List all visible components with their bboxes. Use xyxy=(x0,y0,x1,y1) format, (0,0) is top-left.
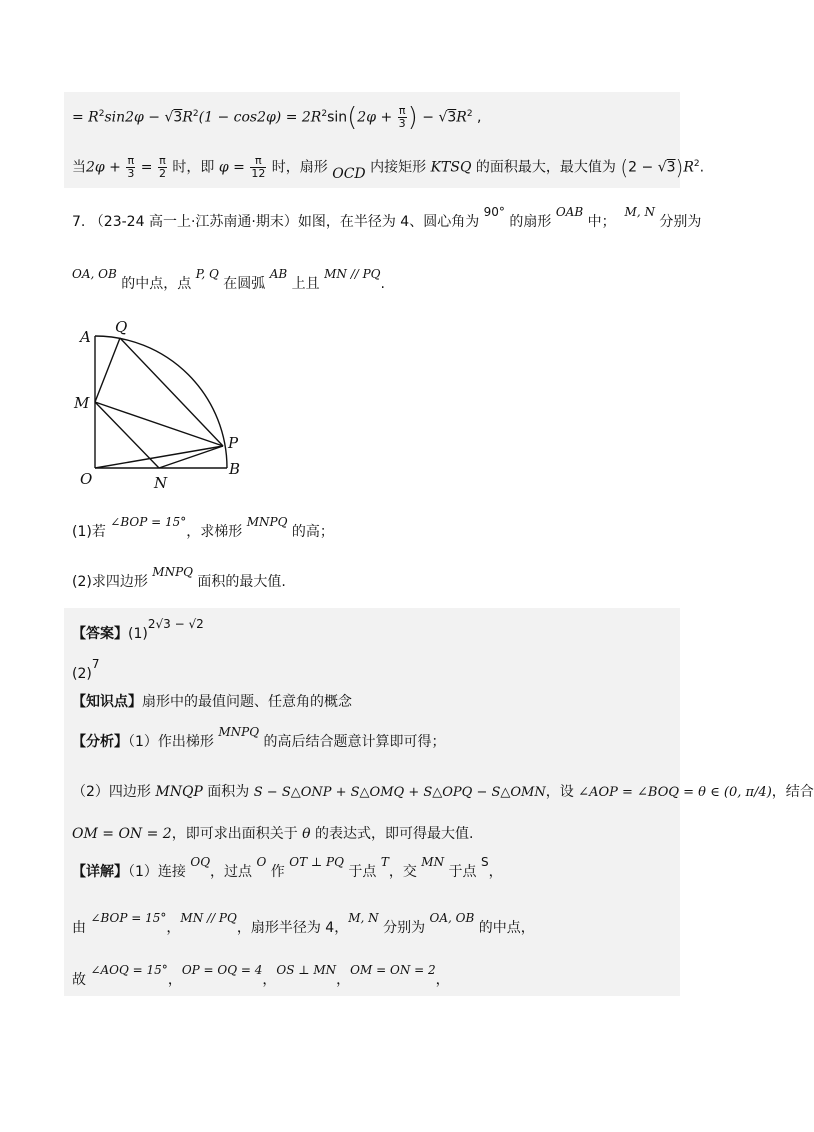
label-o: O xyxy=(80,470,93,488)
formula-line-2: 当2φ + $\frac{\pi}{3}$ = $\frac{\pi}{2}$ 时，即 φ = $\frac{\pi}{12}$ 时，扇形 OCD 内接矩形 KTSQ 的面积最大，最大值为 $(2 - √3)R^2$. xyxy=(72,154,705,182)
label-q: Q xyxy=(115,318,128,336)
answer-line-2: (2)7 xyxy=(72,657,100,682)
question-1: (1)若 ∠BOP = 15°，求梯形 MNPQ 的高； xyxy=(72,515,334,540)
problem-intro-line-1: 7. （23-24 高一上·江苏南通·期末）如图，在半径为 4、圆心角为 90° 的扇形 OAB 中； M, N 分别为 xyxy=(72,205,702,230)
problem-intro-line-2: OA, OB 的中点，点 P, Q 在圆弧 AB 上且 MN // PQ. xyxy=(72,267,385,292)
detail-line-3: 故 ∠AOQ = 15°，OP = OQ = 4，OS ⊥ MN，OM = ON = 2， xyxy=(72,963,450,988)
segment-qp xyxy=(120,338,223,446)
label-b: B xyxy=(229,460,241,478)
segment-mn xyxy=(95,402,159,468)
segment-mq xyxy=(95,338,120,402)
segment-mp xyxy=(95,402,223,446)
question-2: (2)求四边形 MNPQ 面积的最大值. xyxy=(72,565,286,590)
formula-line-1: = $R^2\sin 2\varphi - √3R^2(1 - \cos 2\varphi) = 2R^2\sin(2\varphi$ + $\frac{\pi}{3}$ ) − $√3R^2$ , xyxy=(72,102,482,133)
segment-np xyxy=(159,446,223,468)
arc-ab xyxy=(95,336,227,468)
label-p: P xyxy=(228,434,239,452)
analysis-line-2: （2）四边形 MNQP 面积为 S − S△ONP + S△OMQ + S△OPQ − S△OMN，设 ∠AOP = ∠BOQ = θ ∈ (0, π/4)，结合 xyxy=(72,784,814,800)
label-m: M xyxy=(74,394,90,412)
detail-line-2: 由 ∠BOP = 15°，MN // PQ，扇形半径为 4，M, N 分别为 OA, OB 的中点， xyxy=(72,911,535,936)
fraction-pi-3: $\frac{\pi}{3}$ xyxy=(398,104,406,131)
detail-line-1: 【详解】（1）连接 OQ，过点 O 作 OT ⊥ PQ 于点 T，交 MN 于点 S， xyxy=(72,855,503,880)
analysis-line-3: OM = ON = 2，即可求出面积关于 θ 的表达式，即可得最大值. xyxy=(72,826,474,842)
segment-op xyxy=(95,446,223,468)
label-a: A xyxy=(80,328,91,346)
label-n: N xyxy=(154,474,168,492)
analysis-line-1: 【分析】（1）作出梯形 MNPQ 的高后结合题意计算即可得； xyxy=(72,725,446,750)
knowledge-point: 【知识点】扇形中的最值问题、任意角的概念 xyxy=(72,694,352,710)
answer-line-1: 【答案】(1)2√3 − √2 xyxy=(72,617,204,642)
